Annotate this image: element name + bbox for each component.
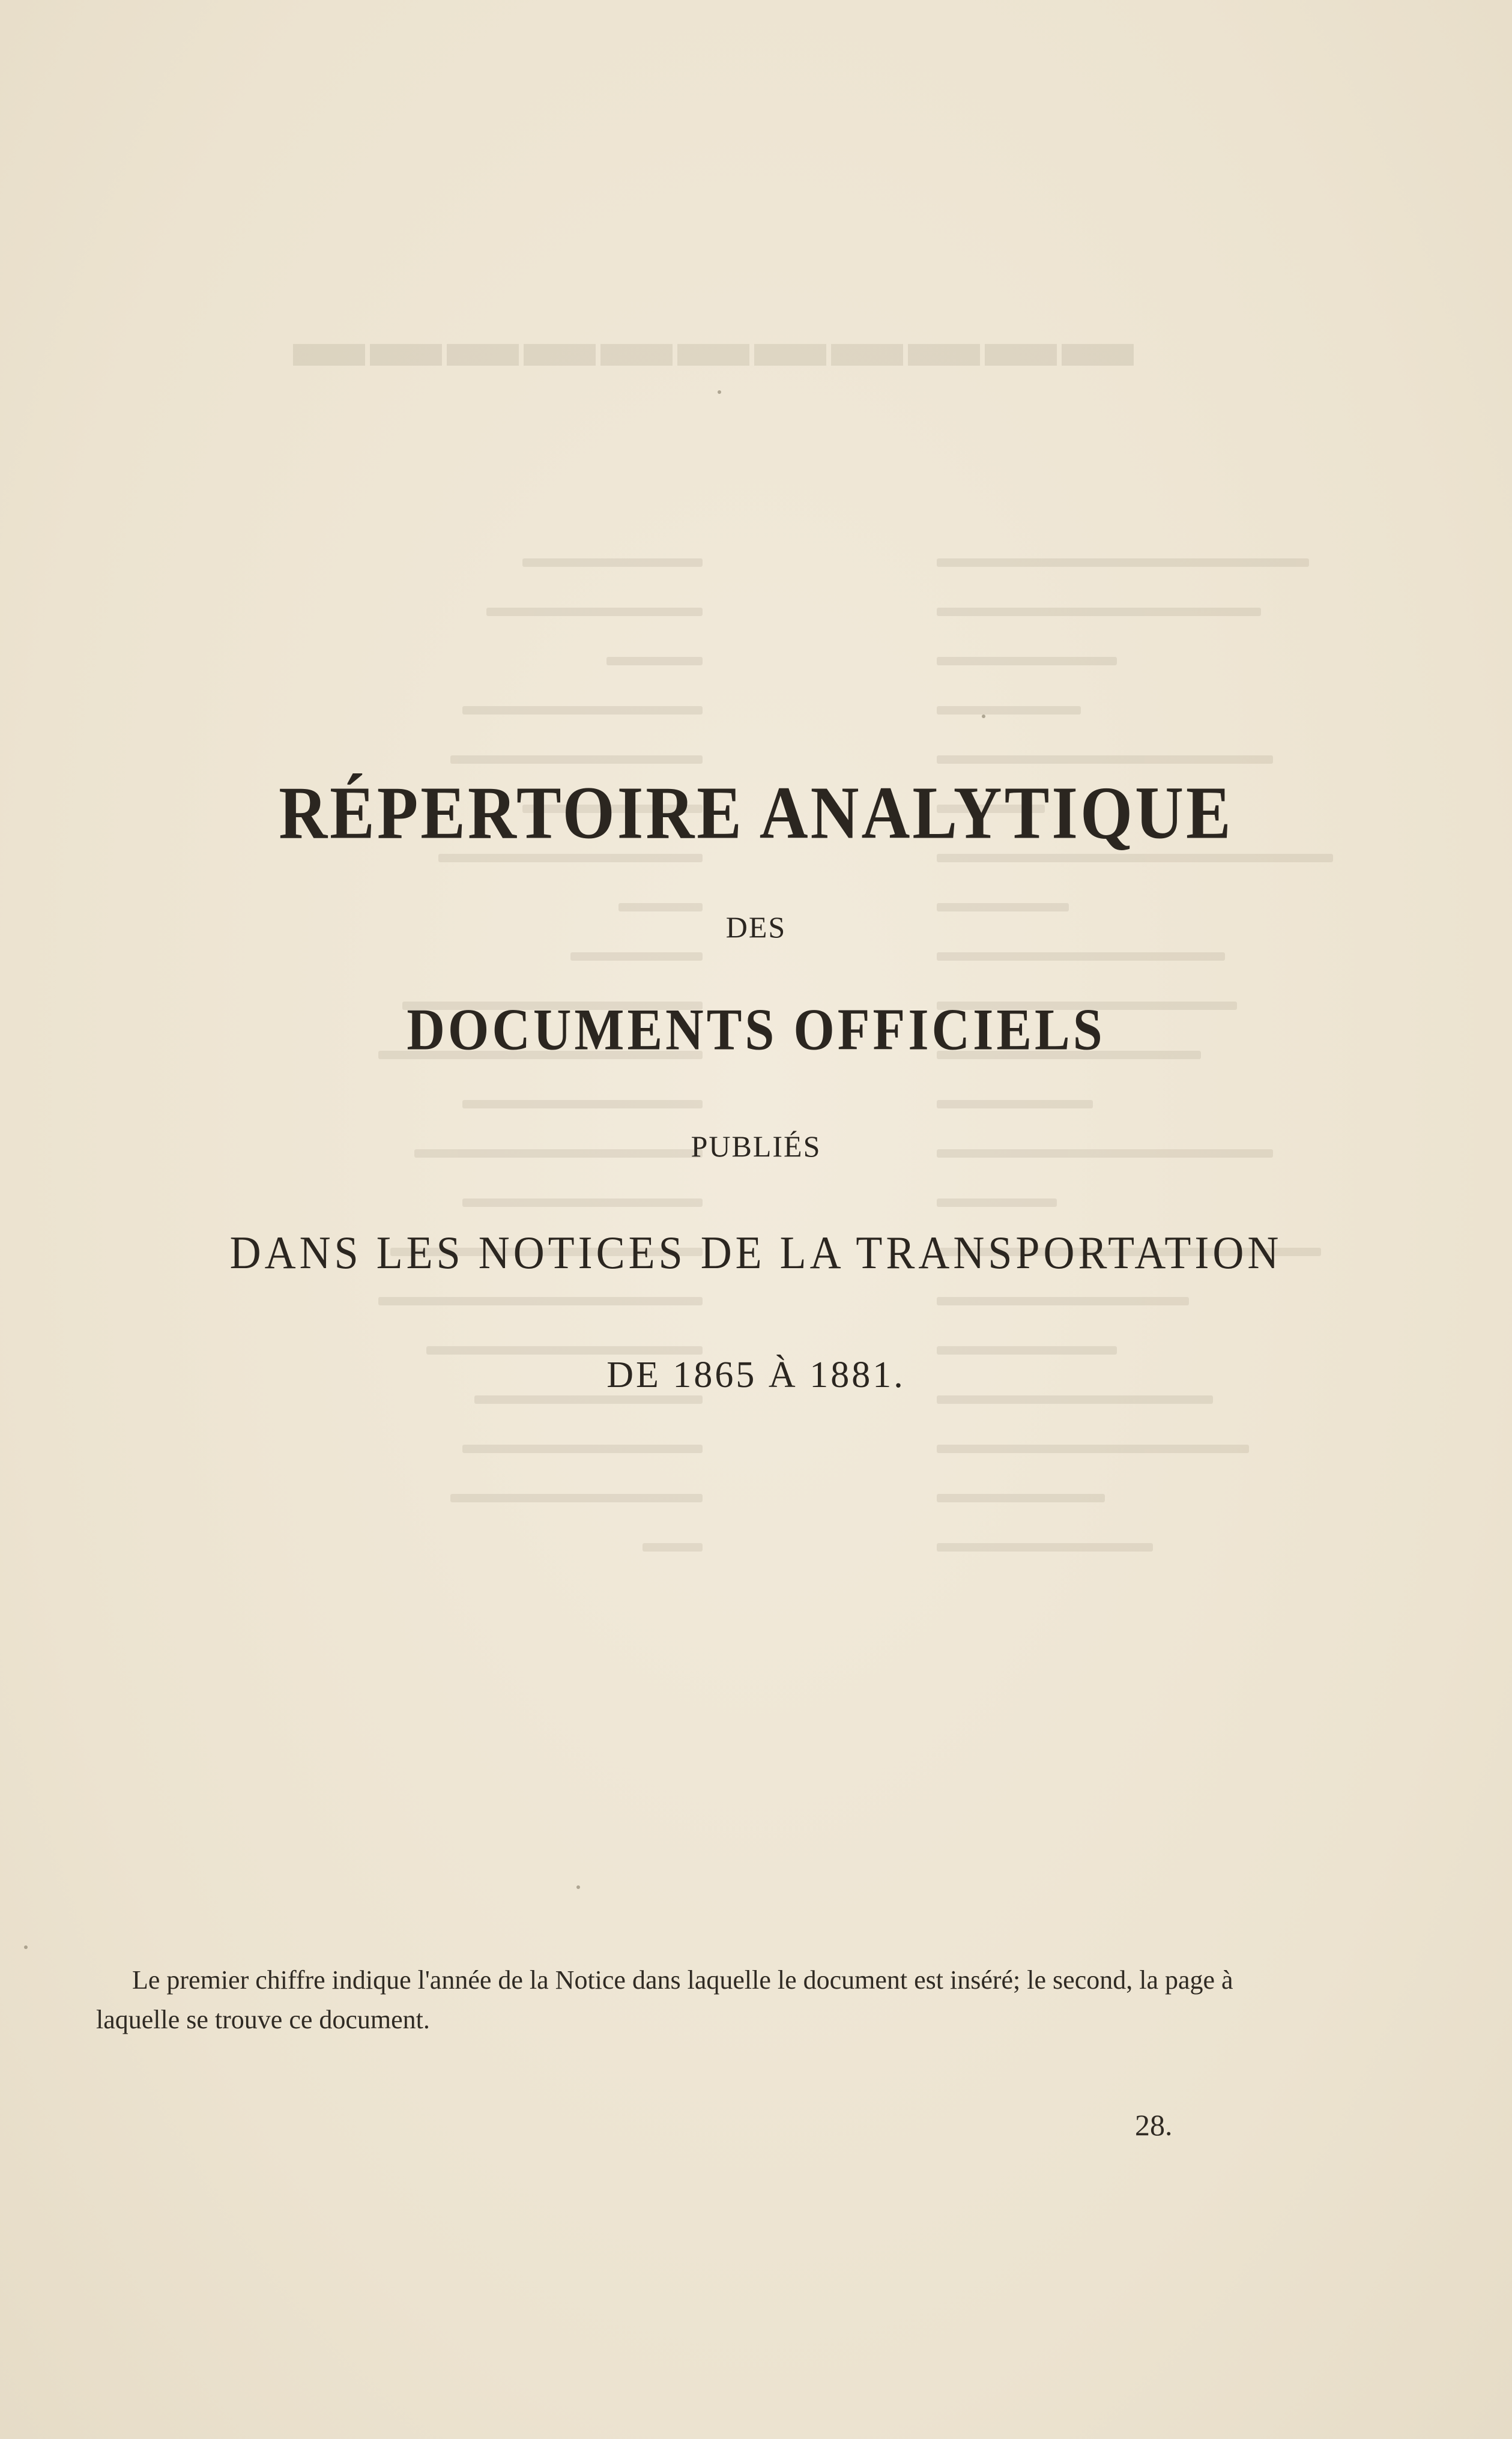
title-connector-publies: PUBLIÉS <box>691 1129 821 1163</box>
paper-speck <box>982 715 985 718</box>
title-date-range: DE 1865 À 1881. <box>606 1355 906 1395</box>
page-subtitle: DOCUMENTS OFFICIELS <box>407 997 1105 1063</box>
page-number: 28. <box>1135 2108 1173 2142</box>
explanatory-note: Le premier chiffre indique l'année de la Notice dans laquelle le document est inséré; le second, la page à laquelle se trouve ce document. <box>96 1965 1233 2034</box>
title-connector-des: DES <box>725 910 787 944</box>
paper-speck <box>576 1885 580 1889</box>
page-title: RÉPERTOIRE ANALYTIQUE <box>279 771 1233 855</box>
bleed-through-column-left <box>372 558 709 1592</box>
bleed-through-column-right <box>937 558 1357 1592</box>
bleed-through-decoration: ▬▬▬▬▬▬▬▬▬▬▬ <box>288 301 1134 381</box>
paper-speck <box>718 390 721 394</box>
paper-speck <box>24 1945 28 1949</box>
title-source-line: DANS LES NOTICES DE LA TRANSPORTATION <box>229 1226 1283 1279</box>
